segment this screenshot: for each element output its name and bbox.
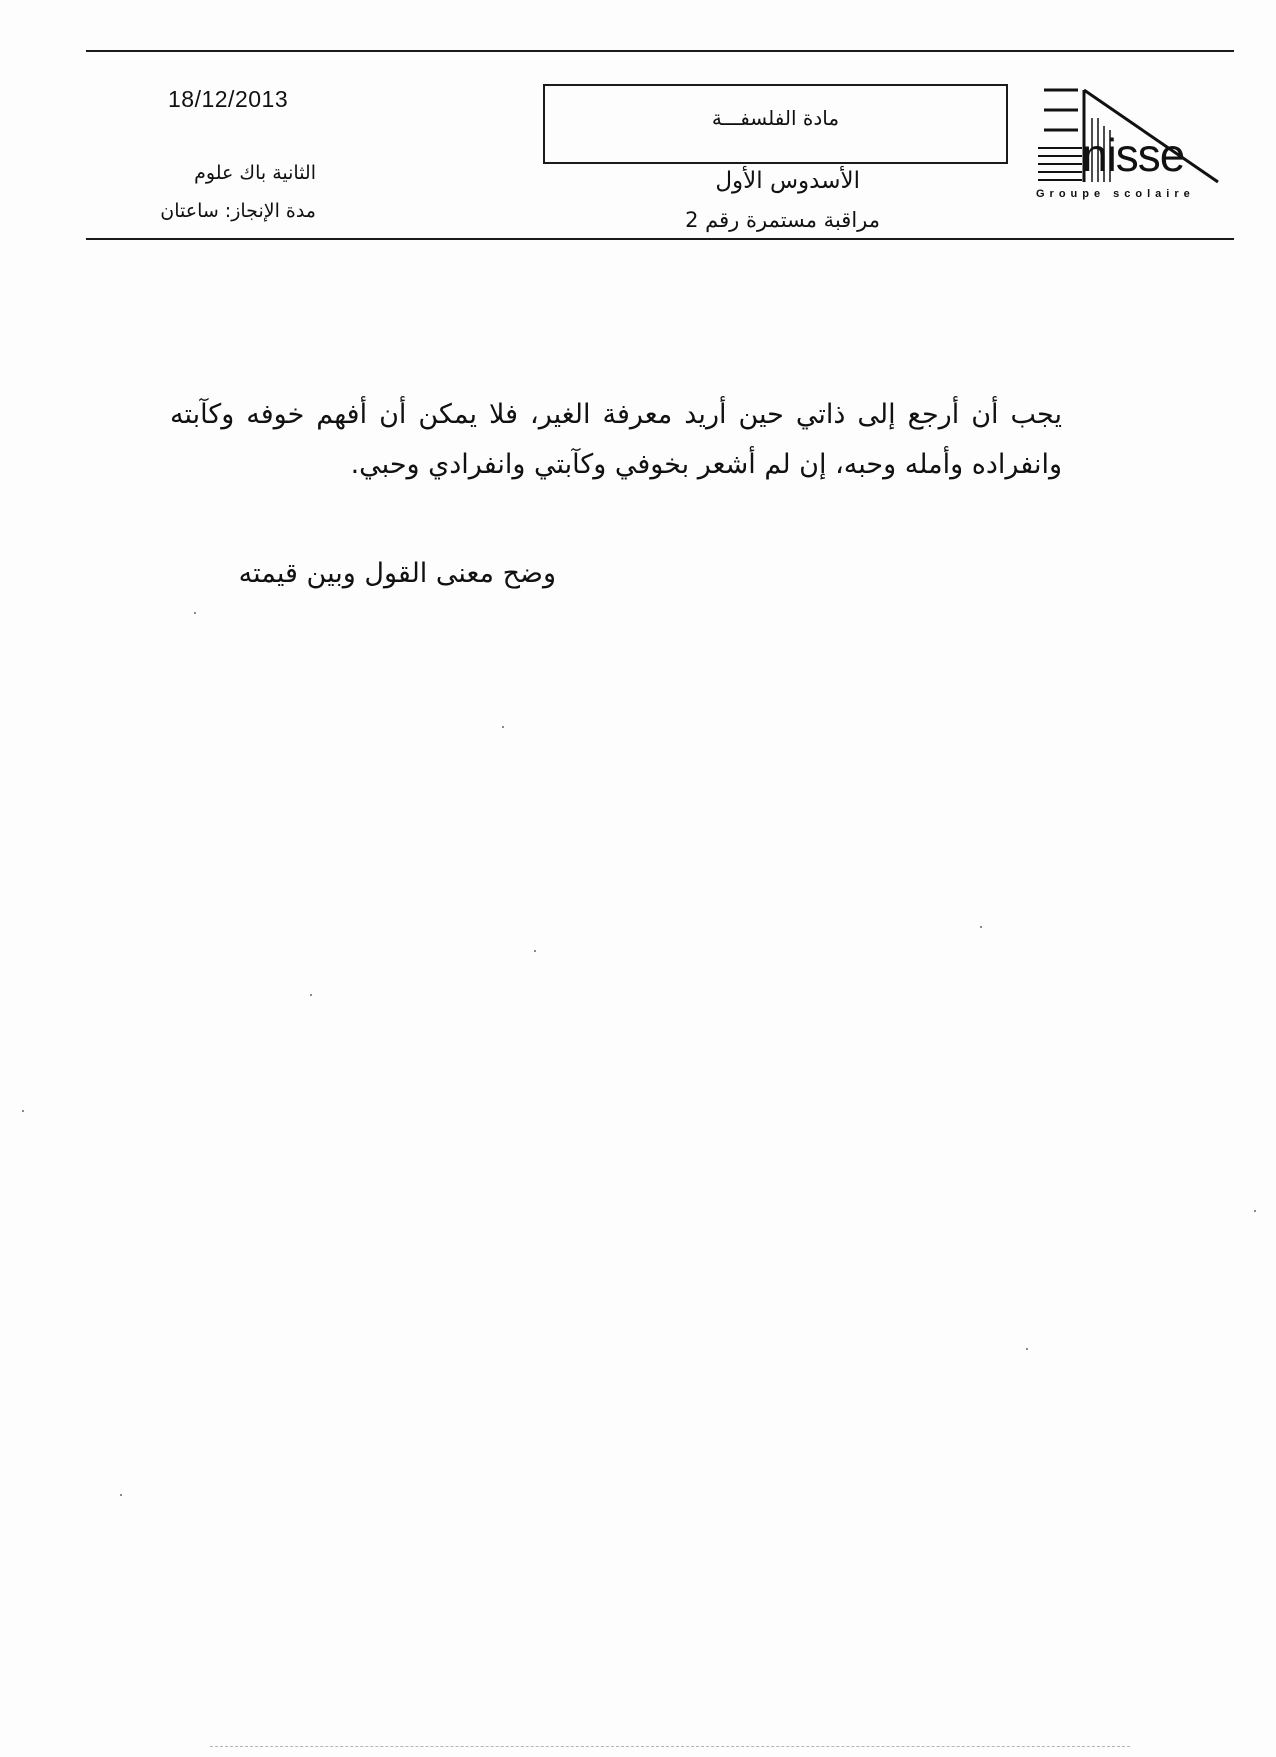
logo-wordmark: nisse [1082, 129, 1185, 181]
scan-speck [120, 1494, 122, 1496]
scan-speck [502, 726, 504, 728]
scan-speck [1026, 1348, 1028, 1350]
philosophy-quote: يجب أن أرجع إلى ذاتي حين أريد معرفة الغير، فلا يمكن أن أفهم خوفه وكآبته وانفراده وأمله وحبه، إن لم أشعر بخوفي وكآبتي وانفرادي وحبي. [170, 399, 1062, 480]
subject-title: مادة الفلسفـــة [711, 106, 840, 130]
school-logo [1036, 84, 1222, 206]
scan-bottom-edge [210, 1746, 1130, 1747]
logo-tagline: Groupe scolaire [1036, 188, 1195, 200]
subject-box [543, 84, 1008, 164]
scan-speck [980, 926, 982, 928]
scan-speck [22, 1110, 24, 1112]
exam-duration: مدة الإنجاز: ساعتان [160, 200, 316, 222]
scan-speck [310, 994, 312, 996]
class-level: الثانية باك علوم [194, 162, 316, 184]
scan-speck [534, 950, 536, 952]
semester-label: الأسدوس الأول [715, 168, 860, 194]
header-top-rule [86, 50, 1234, 52]
scan-speck [194, 612, 196, 614]
exam-question: وضح معنى القول وبين قيمته [238, 558, 556, 589]
header-bottom-rule [86, 238, 1234, 240]
scan-speck [1254, 1210, 1256, 1212]
exam-label: مراقبة مستمرة رقم 2 [685, 208, 880, 232]
exam-date: 18/12/2013 [168, 86, 289, 112]
